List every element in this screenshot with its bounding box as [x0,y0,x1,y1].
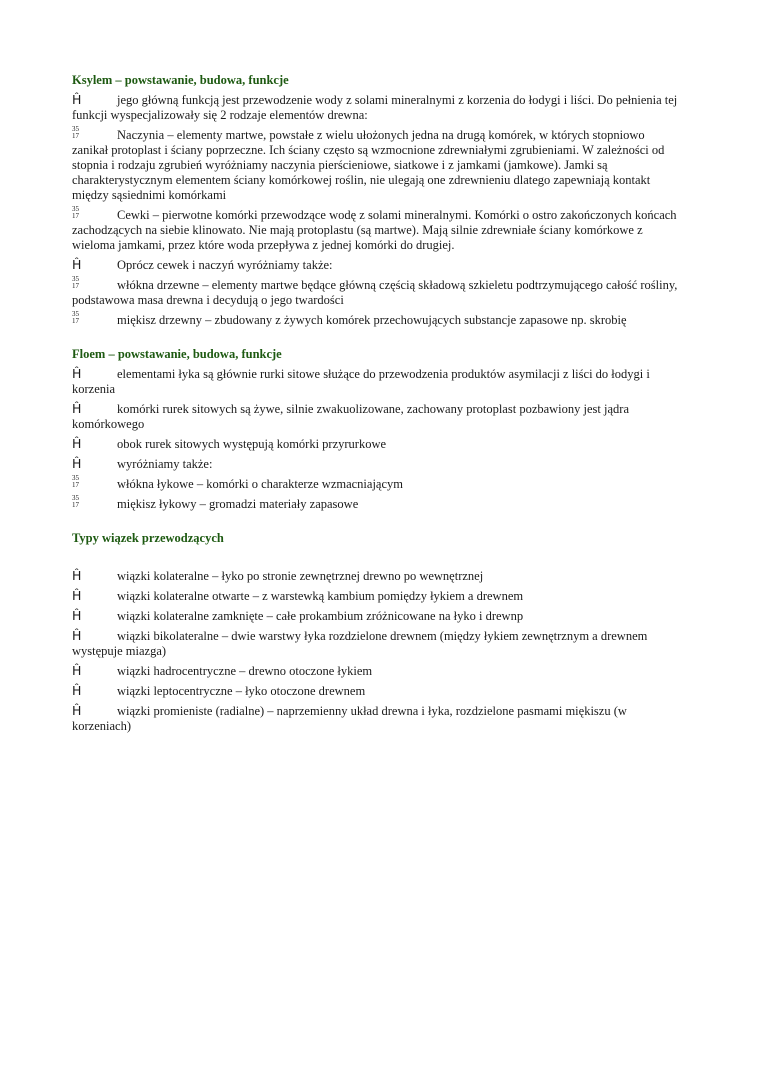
sub-bullet-glyph: 35 17 [72,310,79,325]
list-item [72,257,682,273]
list-item [72,496,682,512]
list-item-text: Cewki – pierwotne komórki przewodzące wodę z solami mineralnymi. Komórki o ostro zakończonych końcach zachodzących na siebie klinowato. Nie mają protoplastu (są martwe). Mają silnie zdrewniałe ściany komórkowe z wieloma jamkami, przez które woda przepływa z jednej komórki do drugiej. [72,208,677,252]
list-item [72,663,682,679]
sub-bullet-glyph: 35 17 [72,494,79,509]
list-item [72,401,682,432]
list-item-text: obok rurek sitowych występują komórki przyrurkowe [117,437,387,451]
section-heading: Ksylem – powstawanie, budowa, funkcje [72,73,289,87]
bullet-glyph: Ĥ [72,683,82,698]
bullet-glyph: Ĥ [72,257,82,272]
list-item-text: włókna łykowe – komórki o charakterze wzmacniającym [117,477,403,491]
list-item [72,436,682,452]
list-item-text: wiązki kolateralne zamknięte – całe prokambium zróżnicowane na łyko i drewnp [117,609,524,623]
list-item-text: wiązki bikolateralne – dwie warstwy łyka rozdzielone drewnem (między łykiem zewnętrznym a drewnem występuje miazga) [72,629,648,658]
section-typy-wiazek [72,530,682,734]
list-item [72,608,682,624]
sub-bullet-glyph: 35 17 [72,275,79,290]
section-floem [72,346,682,512]
list-item [72,568,682,584]
list-item-text: wiązki kolateralne otwarte – z warstewką kambium pomiędzy łykiem a drewnem [117,589,524,603]
bullet-glyph: Ĥ [72,588,82,603]
bullet-glyph: Ĥ [72,568,82,583]
list-item-text: wiązki hadrocentryczne – drewno otoczone łykiem [117,664,373,678]
list-item [72,312,682,328]
sub-bullet-glyph: 35 17 [72,125,79,140]
list-item-text: komórki rurek sitowych są żywe, silnie zwakuolizowane, zachowany protoplast pozbawiony jest jądra komórkowego [72,402,629,431]
document-page [72,72,682,738]
list-item-text: włókna drzewne – elementy martwe będące główną częścią składową szkieletu podtrzymującego całość rośliny, podstawowa masa drewna i decydują o jego twardości [72,278,678,307]
list-item-text: wiązki promieniste (radialne) – naprzemienny układ drewna i łyka, rozdzielone pasmami miękiszu (w korzeniach) [72,704,627,733]
list-item-text: jego główną funkcją jest przewodzenie wody z solami mineralnymi z korzenia do łodygi i liści. Do pełnienia tej funkcji wyspecjalizowały się 2 rodzaje elementów drewna: [72,93,678,122]
list-item [72,703,682,734]
list-item-text: miękisz łykowy – gromadzi materiały zapasowe [117,497,359,511]
list-item-text: Naczynia – elementy martwe, powstałe z wielu ułożonych jedna na drugą komórek, w których stopniowo zanikał protoplast i ściany poprzeczne. Ich ściany często są wzmocnione zdrewniałymi zgrubieniami. W zależności od stopnia i rodzaju zgrubień wyróżniamy naczynia pierścieniowe, siatkowe i z jamkami (jamkowe). Jamki są charakterystycznym elementem ściany komórkowej roślin, nie ulegają one zdrewnieniu dlatego zapewniają kontakt między sąsiednimi komórkami [72,128,665,202]
list-item [72,456,682,472]
bullet-glyph: Ĥ [72,663,82,678]
list-item-text: elementami łyka są głównie rurki sitowe służące do przewodzenia produktów asymilacji z liści do łodygi i korzenia [72,367,650,396]
list-item [72,277,682,308]
bullet-glyph: Ĥ [72,92,82,107]
list-item-text: wiązki kolateralne – łyko po stronie zewnętrznej drewno po wewnętrznej [117,569,484,583]
bullet-glyph: Ĥ [72,436,82,451]
list-item [72,588,682,604]
list-item [72,683,682,699]
list-item-text: wyróżniamy także: [117,457,213,471]
list-item-text: miękisz drzewny – zbudowany z żywych komórek przechowujących substancje zapasowe np. skrobię [117,313,627,327]
list-item [72,628,682,659]
sub-bullet-glyph: 35 17 [72,474,79,489]
bullet-glyph: Ĥ [72,401,82,416]
section-heading: Floem – powstawanie, budowa, funkcje [72,347,282,361]
list-item [72,127,682,203]
list-item [72,476,682,492]
bullet-glyph: Ĥ [72,456,82,471]
bullet-glyph: Ĥ [72,366,82,381]
list-item-text: Oprócz cewek i naczyń wyróżniamy także: [117,258,333,272]
section-heading: Typy wiązek przewodzących [72,531,224,545]
section-ksylem [72,72,682,328]
bullet-glyph: Ĥ [72,608,82,623]
sub-bullet-glyph: 35 17 [72,205,79,220]
list-item [72,92,682,123]
bullet-glyph: Ĥ [72,628,82,643]
spacer [72,550,682,568]
bullet-glyph: Ĥ [72,703,82,718]
list-item-text: wiązki leptocentryczne – łyko otoczone drewnem [117,684,366,698]
list-item [72,366,682,397]
list-item [72,207,682,253]
